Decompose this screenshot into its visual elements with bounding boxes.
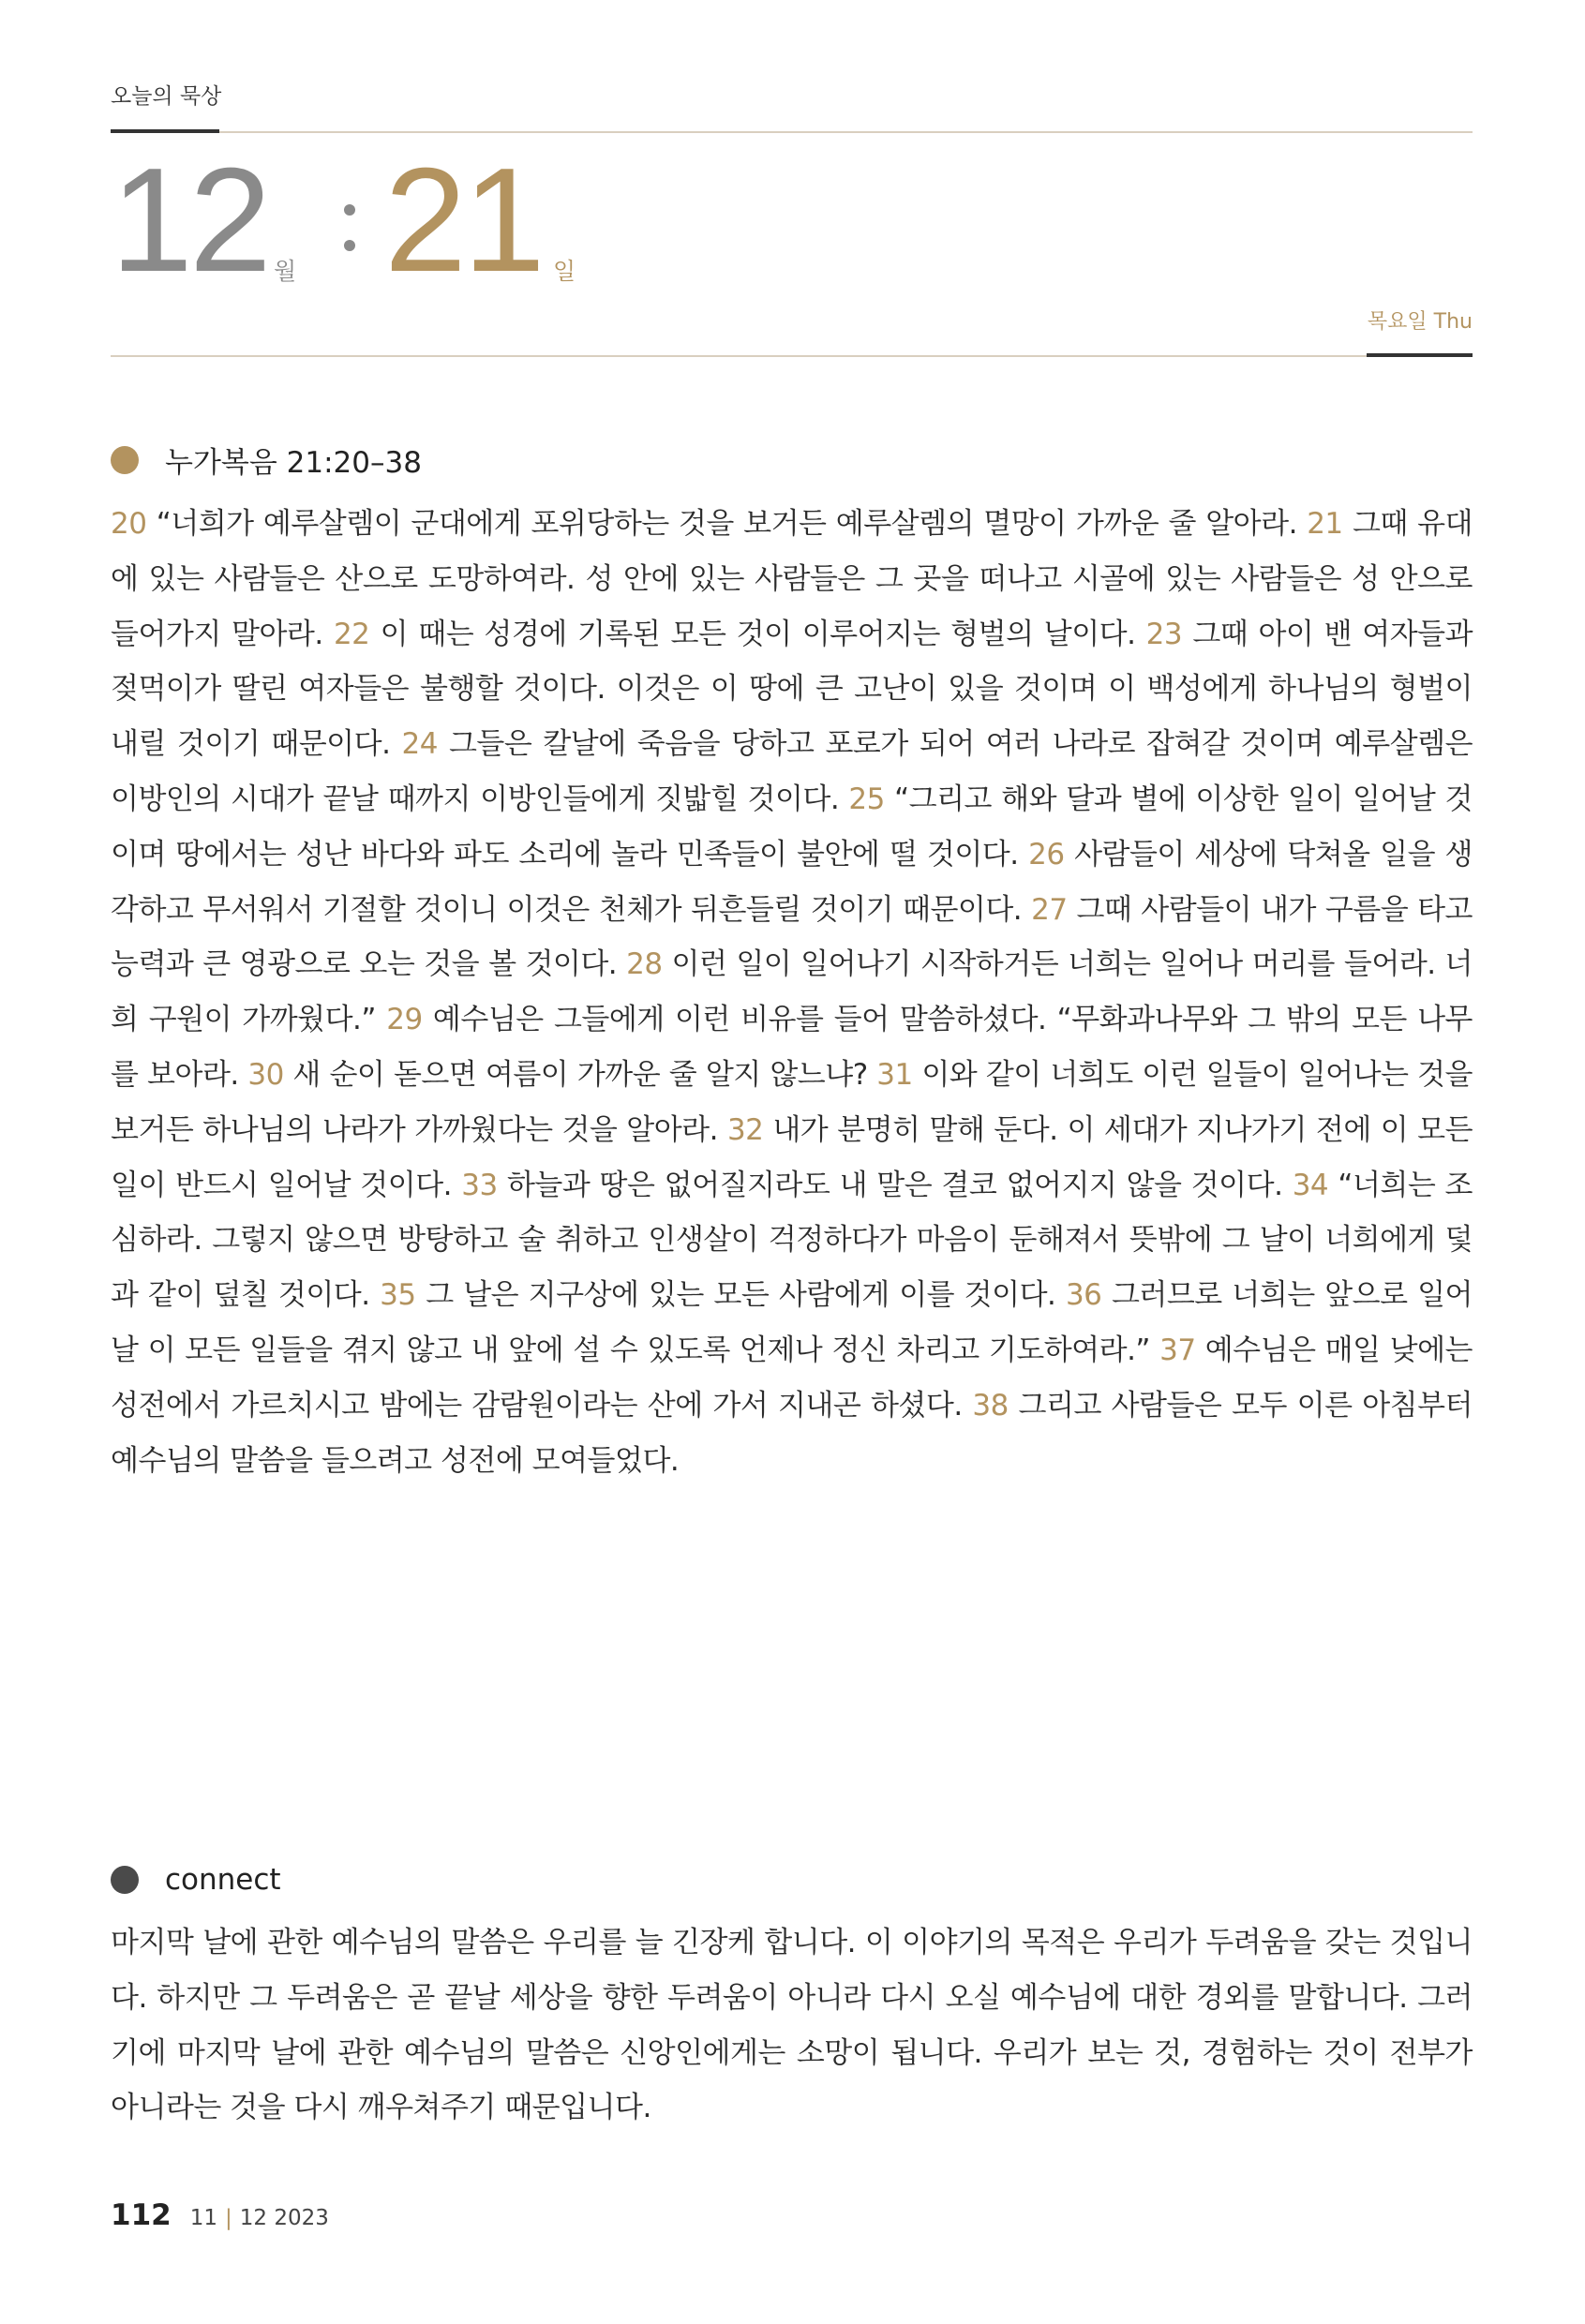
header-rule <box>111 131 1473 133</box>
verse-number: 26 <box>1028 837 1065 872</box>
verse-text: 그러므로 너희는 앞으로 일어날 이 모든 일들을 겪지 않고 내 앞에 설 수 있도록 언제나 정신 차리고 기도하여라.” <box>111 1278 1473 1367</box>
verse-text: “너희가 예루살렘이 군대에게 포위당하는 것을 보거든 예루살렘의 멸망이 가까운 줄 알아라. <box>156 507 1297 541</box>
verse-number: 31 <box>876 1057 913 1092</box>
bullet-icon <box>111 446 139 474</box>
weekday-underline <box>1367 353 1473 357</box>
day-unit: 일 <box>553 258 576 285</box>
verse-number: 36 <box>1065 1278 1102 1313</box>
verse-number: 28 <box>626 947 663 982</box>
verse-number: 35 <box>380 1278 416 1313</box>
verse-text: “너희는 조심하라. 그렇지 않으면 방탕하고 술 취하고 인생살이 걱정하다가 마음이 둔해져서 뜻밖에 그 날이 너희에게 덫과 같이 덮칠 것이다. <box>111 1168 1473 1313</box>
verse-number: 25 <box>848 782 885 816</box>
passage-title: 누가복음 21:20–38 <box>165 446 422 480</box>
verse-text: 예수님은 그들에게 이런 비유를 들어 말씀하셨다. “무화과나무와 그 밖의 모든 나무를 보아라. <box>111 1003 1473 1092</box>
colon-dot-top <box>344 204 355 216</box>
passage-text <box>111 497 1473 1488</box>
verse-text: 사람들이 세상에 닥쳐올 일을 생각하고 무서워서 기절할 것이니 이것은 천체가 뒤흔들릴 것이기 때문이다. <box>111 837 1473 927</box>
bullet-icon <box>111 1866 139 1894</box>
issue-date: 12 2023 <box>239 2206 329 2230</box>
issue-label <box>190 2206 329 2230</box>
verse-text: 예수님은 매일 낮에는 성전에서 가르치시고 밤에는 감람원이라는 산에 가서 지내곤 하셨다. <box>111 1333 1473 1423</box>
month-number: 12 <box>111 138 268 303</box>
verse-number: 22 <box>333 617 370 651</box>
verse-text: 이런 일이 일어나기 시작하거든 너희는 일어나 머리를 들어라. 너희 구원이 가까웠다.” <box>111 947 1473 1037</box>
verse-number: 23 <box>1145 617 1183 651</box>
colon-dot-bottom <box>344 240 355 251</box>
verse-text: 그들은 칼날에 죽음을 당하고 포로가 되어 여러 나라로 잡혀갈 것이며 예루살렘은 이방인의 시대가 끝날 때까지 이방인들에게 짓밟힐 것이다. <box>111 727 1473 816</box>
verse-text: 그때 사람들이 내가 구름을 타고 능력과 큰 영광으로 오는 것을 볼 것이다. <box>111 892 1473 982</box>
verse-number: 34 <box>1292 1168 1329 1202</box>
verse-number: 30 <box>247 1057 284 1092</box>
verse-number: 21 <box>1307 507 1343 541</box>
verse-number: 20 <box>111 507 147 541</box>
issue-separator: | <box>225 2206 232 2230</box>
day-number: 21 <box>384 138 542 303</box>
verse-number: 37 <box>1159 1333 1196 1367</box>
issue-month: 11 <box>189 2206 217 2230</box>
month-unit: 월 <box>274 258 297 285</box>
verse-text: 그 날은 지구상에 있는 모든 사람에게 이를 것이다. <box>426 1278 1056 1313</box>
page-footer <box>111 2198 329 2232</box>
verse-text: 하늘과 땅은 없어질지라도 내 말은 결코 없어지지 않을 것이다. <box>506 1168 1283 1202</box>
verse-text: 이와 같이 너희도 이런 일들이 일어나는 것을 보거든 하나님의 나라가 가까웠다는 것을 알아라. <box>111 1057 1473 1147</box>
page-number: 112 <box>111 2198 172 2232</box>
verse-text: 그리고 사람들은 모두 이른 아침부터 예수님의 말씀을 들으려고 성전에 모여들었다. <box>111 1388 1473 1478</box>
passage-heading <box>111 439 422 481</box>
verse-text: 새 순이 돋으면 여름이 가까운 줄 알지 않느냐? <box>292 1057 868 1092</box>
verse-text: 그때 유대에 있는 사람들은 산으로 도망하여라. 성 안에 있는 사람들은 그 곳을 떠나고 시골에 있는 사람들은 성 안으로 들어가지 말아라. <box>111 507 1473 651</box>
connect-text: 마지막 날에 관한 예수님의 말씀은 우리를 늘 긴장케 합니다. 이 이야기의 목적은 우리가 두려움을 갖는 것입니다. 하지만 그 두려움은 곧 끝날 세상을 향한 두려움이 아니라 다시 오실 예수님에 대한 경외를 말합니다. 그러기에 마지막 날에 관한 예수님의 말씀은 신앙인에게는 소망이 됩니다. 우리가 보는 것, 경험하는 것이 전부가 아니라는 것을 다시 깨우쳐주기 때문입니다. <box>111 1926 1473 2125</box>
verse-number: 38 <box>972 1388 1009 1423</box>
verse-number: 29 <box>386 1003 423 1037</box>
verse-number: 24 <box>401 727 438 762</box>
date-rule <box>111 355 1473 357</box>
verse-text: 그때 아이 밴 여자들과 젖먹이가 딸린 여자들은 불행할 것이다. 이것은 이 땅에 큰 고난이 있을 것이며 이 백성에게 하나님의 형벌이 내릴 것이기 때문이다. <box>111 617 1473 762</box>
verse-number: 32 <box>726 1112 764 1147</box>
weekday-label: 목요일 Thu <box>1367 310 1473 334</box>
verse-text: 이 때는 성경에 기록된 모든 것이 이루어지는 형벌의 날이다. <box>380 617 1136 651</box>
connect-heading <box>111 1863 281 1897</box>
header-rule-accent <box>111 129 219 133</box>
verse-number: 27 <box>1031 892 1068 927</box>
verse-number: 33 <box>461 1168 498 1202</box>
verse-text: “그리고 해와 달과 별에 이상한 일이 일어날 것이며 땅에서는 성난 바다와 파도 소리에 놀라 민족들이 불안에 떨 것이다. <box>111 782 1473 872</box>
header-label: 오늘의 묵상 <box>111 84 222 109</box>
connect-title: connect <box>165 1863 281 1897</box>
verse-text: 내가 분명히 말해 둔다. 이 세대가 지나가기 전에 이 모든 일이 반드시 일어날 것이다. <box>111 1112 1473 1202</box>
